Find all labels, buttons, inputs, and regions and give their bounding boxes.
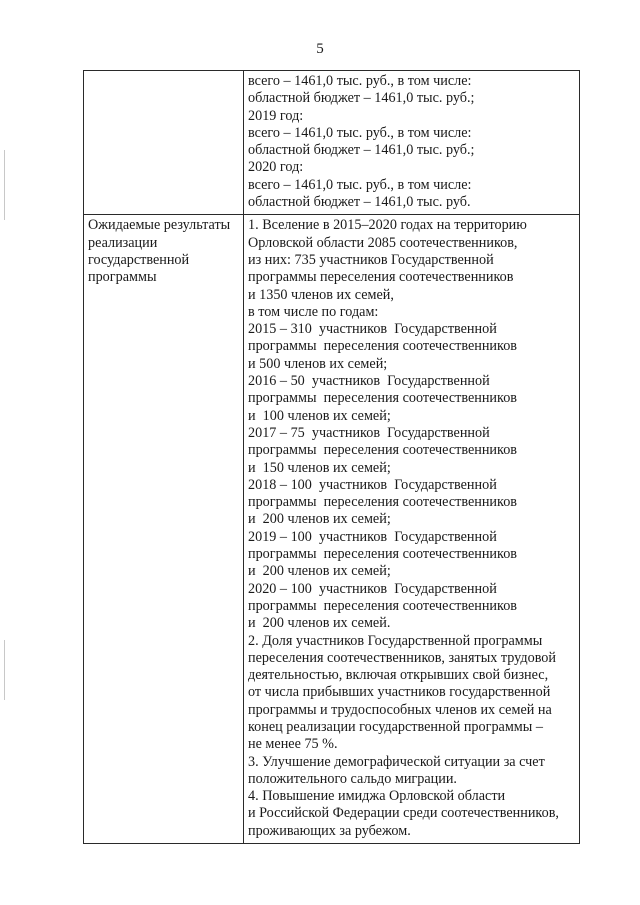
row-text-line: и 200 членов их семей. <box>248 615 391 632</box>
row-text-line: программы переселения соотечественников <box>248 546 517 563</box>
row-text-line: 2016 – 50 участников Государственной <box>248 373 490 390</box>
row-text-line: 2017 – 75 участников Государственной <box>248 424 490 441</box>
row-text-line: 2. Доля участников Государственной программы <box>248 632 543 649</box>
row-text-line: программы переселения соотечественников <box>248 442 517 459</box>
row-content-cell <box>244 215 580 844</box>
program-passport-table <box>83 70 580 844</box>
row-text-line: и 1350 членов их семей, <box>248 286 394 303</box>
row-text-line: 2020 – 100 участников Государственной <box>248 580 497 597</box>
row-text-line: 2019 – 100 участников Государственной <box>248 528 497 545</box>
row-text-line: и 150 членов их семей; <box>248 459 391 476</box>
row-text-line: областной бюджет – 1461,0 тыс. руб. <box>248 194 471 211</box>
row-text-line: 2019 год: <box>248 107 304 124</box>
row-text-line: не менее 75 %. <box>248 736 338 753</box>
row-text-line: программы и трудоспособных членов их семей на <box>248 701 552 718</box>
row-label-line: Ожидаемые результаты <box>88 217 231 234</box>
row-text-line: и 500 членов их семей; <box>248 355 388 372</box>
row-text-line: от числа прибывших участников государственной <box>248 684 551 701</box>
row-label-cell <box>84 215 244 844</box>
scan-margin-line-bottom <box>4 640 5 700</box>
row-text-line: 2020 год: <box>248 159 304 176</box>
table-row-funding <box>84 71 580 215</box>
row-text-line: Орловской области 2085 соотечественников, <box>248 234 518 251</box>
row-text-line: и 200 членов их семей; <box>248 563 391 580</box>
page-number: 5 <box>316 41 324 57</box>
row-text-line: программы переселения соотечественников <box>248 597 517 614</box>
row-text-line: и 200 членов их семей; <box>248 511 391 528</box>
scan-margin-line-top <box>4 150 5 220</box>
row-text-line: программы переселения соотечественников <box>248 494 517 511</box>
row-text-line: переселения соотечественников, занятых трудовой <box>248 649 556 666</box>
row-label-line: государственной <box>88 251 190 268</box>
row-text-line: положительного сальдо миграции. <box>248 770 457 787</box>
row-text-line: конец реализации государственной программы – <box>248 718 543 735</box>
row-text-line: областной бюджет – 1461,0 тыс. руб.; <box>248 142 475 159</box>
row-label-line: программы <box>88 269 157 286</box>
table-row-expected-results <box>84 215 580 844</box>
row-text-line: программы переселения соотечественников <box>248 390 517 407</box>
row-text-line: областной бюджет – 1461,0 тыс. руб.; <box>248 90 475 107</box>
row-content-cell <box>244 71 580 215</box>
row-text-line: 2018 – 100 участников Государственной <box>248 476 497 493</box>
row-text-line: всего – 1461,0 тыс. руб., в том числе: <box>248 124 472 141</box>
row-text-line: деятельностью, включая открывших свой бизнес, <box>248 667 549 684</box>
row-text-line: программы переселения соотечественников <box>248 269 514 286</box>
row-text-line: и 100 членов их семей; <box>248 407 391 424</box>
row-text-line: 2015 – 310 участников Государственной <box>248 321 497 338</box>
row-text-line: из них: 735 участников Государственной <box>248 251 494 268</box>
row-text-line: 1. Вселение в 2015–2020 годах на территорию <box>248 217 527 234</box>
row-text-line: 3. Улучшение демографической ситуации за счет <box>248 753 545 770</box>
row-text-line: всего – 1461,0 тыс. руб., в том числе: <box>248 73 472 89</box>
row-text-line: 4. Повышение имиджа Орловской области <box>248 788 506 805</box>
row-text-line: программы переселения соотечественников <box>248 338 517 355</box>
row-text-line: и Российской Федерации среди соотечественников, <box>248 805 559 822</box>
row-label-line: реализации <box>88 234 158 251</box>
row-label-cell <box>84 71 244 215</box>
row-text-line: всего – 1461,0 тыс. руб., в том числе: <box>248 176 472 193</box>
row-text-line: в том числе по годам: <box>248 303 379 320</box>
row-text-line: проживающих за рубежом. <box>248 822 411 839</box>
